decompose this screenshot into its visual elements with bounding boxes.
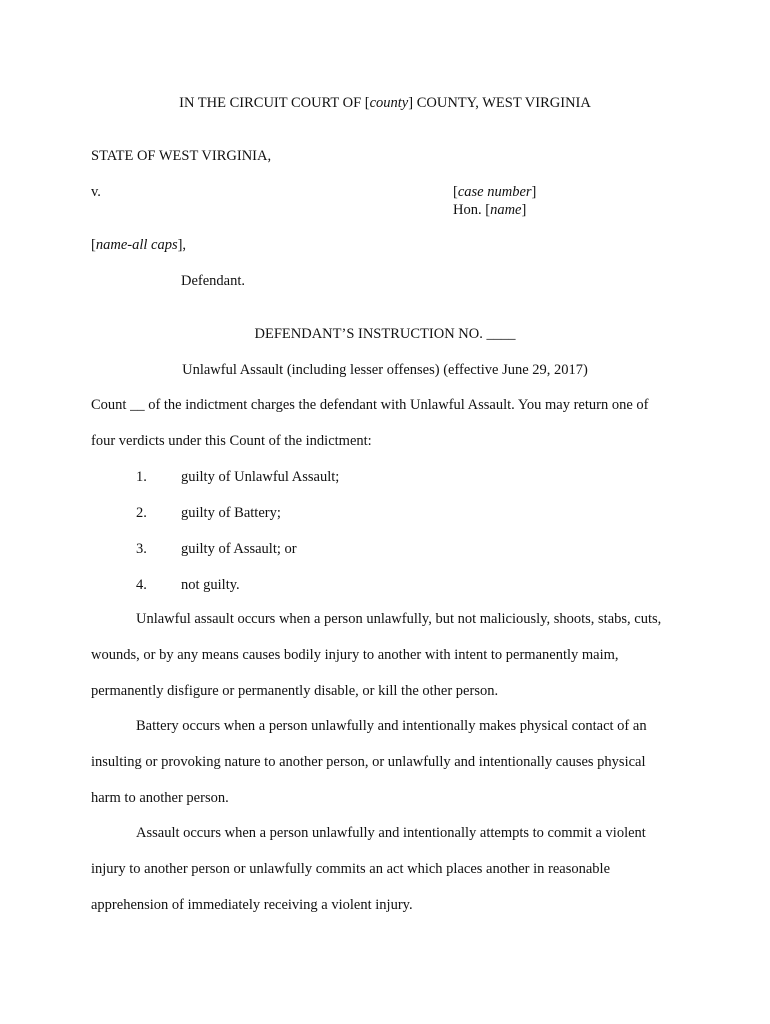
court-heading <box>0 94 770 112</box>
instruction-subtitle: Unlawful Assault (including lesser offenses) (effective June 29, 2017) <box>182 362 588 378</box>
case-number <box>453 183 536 201</box>
defendant-name <box>91 236 186 254</box>
verdict-text: guilty of Unlawful Assault; <box>181 469 340 485</box>
defendant-close: ], <box>177 237 187 253</box>
assault-definition: Assault occurs when a person unlawfully and intentionally attempts to commit a violent injury to another person or unlawfully commits an act which places another in reasonable apprehension of immediately receiving a violent injury. <box>91 825 646 913</box>
judge-name <box>453 201 526 219</box>
court-heading-prefix: IN THE CIRCUIT COURT OF [ <box>179 95 370 111</box>
court-heading-suffix: ] COUNTY, WEST VIRGINIA <box>408 95 591 111</box>
verdict-number: 4. <box>136 577 147 593</box>
verdict-text: guilty of Battery; <box>181 505 281 521</box>
verdict-text: guilty of Assault; or <box>181 541 297 557</box>
instruction-title: DEFENDANT’S INSTRUCTION NO. ____ <box>254 326 516 342</box>
intro-paragraph: Count __ of the indictment charges the defendant with Unlawful Assault. You may return one of four verdicts under this Count of the indictment: <box>91 397 649 449</box>
case-number-close: ] <box>531 184 537 200</box>
battery-definition: Battery occurs when a person unlawfully and intentionally makes physical contact of an insulting or provoking nature to another person, or unlawfully and intentionally causes physical harm to another person. <box>91 718 647 806</box>
judge-close: ] <box>521 202 527 218</box>
court-county: county <box>369 95 409 111</box>
defendant-label: Defendant. <box>181 273 246 289</box>
case-number-open: [ <box>453 184 458 200</box>
unlawful-assault-definition: Unlawful assault occurs when a person unlawfully, but not maliciously, shoots, stabs, cuts, wounds, or by any means causes bodily injury to another with intent to permanently maim, permanently disfigure or permanently disable, or kill the other person. <box>91 611 662 699</box>
verdict-number: 1. <box>136 469 147 485</box>
judge-prefix: Hon. [ <box>453 202 491 218</box>
defendant-name-value: name-all caps <box>95 237 178 253</box>
verdict-number: 2. <box>136 505 147 521</box>
defendant-open: [ <box>91 237 96 253</box>
versus-label: v. <box>91 184 101 200</box>
plaintiff-name: STATE OF WEST VIRGINIA, <box>91 148 272 164</box>
judge-name-value: name <box>490 202 522 218</box>
verdict-text: not guilty. <box>181 577 240 593</box>
verdict-number: 3. <box>136 541 147 557</box>
case-number-value: case number <box>457 184 532 200</box>
